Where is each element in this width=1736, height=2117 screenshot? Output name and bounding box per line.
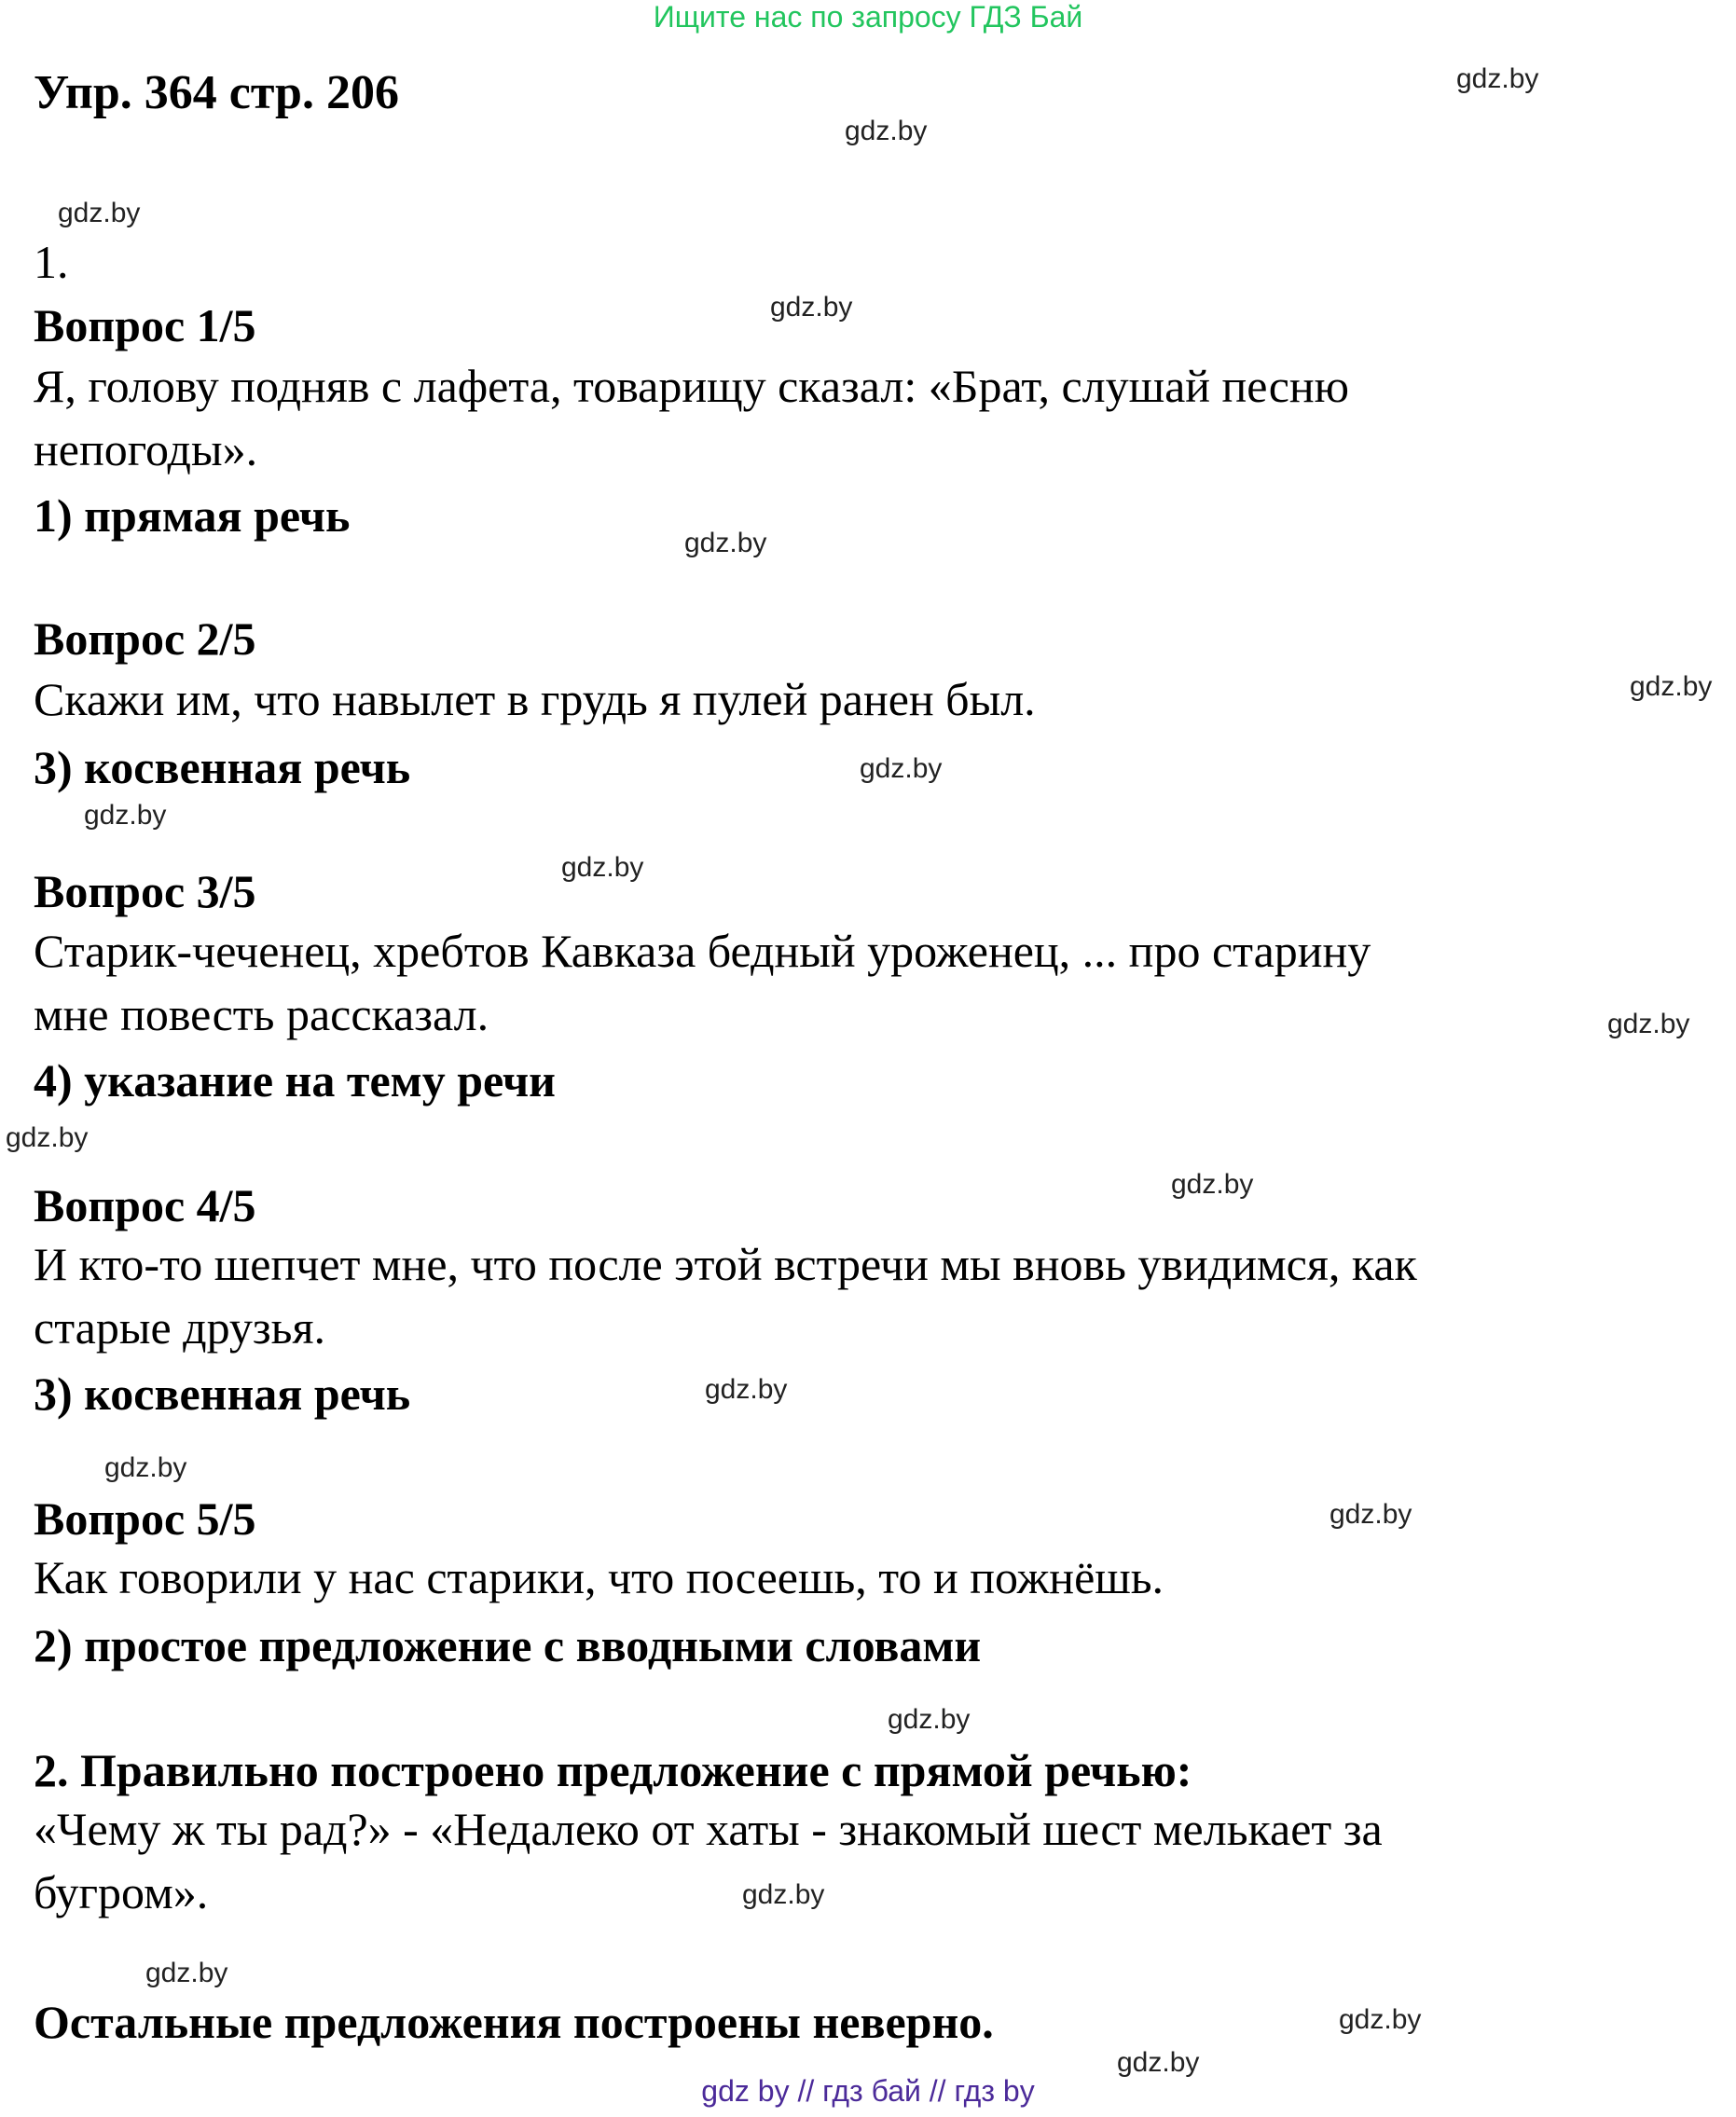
question-title: Вопрос 5/5 [34, 1492, 256, 1545]
question-title: Вопрос 4/5 [34, 1179, 256, 1231]
watermark: gdz.by [104, 1452, 187, 1483]
question-text: мне повесть рассказал. [34, 988, 489, 1040]
footer-links[interactable]: gdz by // гдз бай // гдз by [701, 2074, 1035, 2108]
question-text: старые друзья. [34, 1301, 325, 1354]
watermark: gdz.by [1330, 1499, 1412, 1530]
watermark: gdz.by [1630, 671, 1713, 702]
part2-conclusion: Остальные предложения построены неверно. [34, 1996, 994, 2048]
watermark: gdz.by [6, 1122, 89, 1153]
question-text: Я, голову подняв с лафета, товарищу сказал: «Брат, слушай песню [34, 360, 1350, 412]
watermark: gdz.by [860, 753, 943, 784]
question-text: Как говорили у нас старики, что посеешь, то и пожнёшь. [34, 1551, 1164, 1603]
watermark: gdz.by [145, 1958, 228, 1988]
watermark: gdz.by [888, 1704, 971, 1735]
watermark: gdz.by [770, 292, 853, 323]
watermark: gdz.by [1339, 2004, 1422, 2035]
question-answer: 3) косвенная речь [34, 1368, 411, 1420]
watermark: gdz.by [684, 528, 767, 558]
watermark: gdz.by [705, 1374, 788, 1405]
watermark: gdz.by [1171, 1169, 1254, 1200]
watermark: gdz.by [561, 852, 644, 883]
watermark: gdz.by [845, 116, 928, 146]
question-title: Вопрос 1/5 [34, 299, 256, 351]
part2-text: «Чему ж ты рад?» - «Недалеко от хаты - знакомый шест мелькает за [34, 1803, 1383, 1855]
watermark: gdz.by [1456, 63, 1539, 94]
question-answer: 3) косвенная речь [34, 741, 411, 793]
question-answer: 1) прямая речь [34, 489, 351, 542]
watermark: gdz.by [742, 1879, 825, 1910]
watermark: gdz.by [58, 198, 141, 228]
question-title: Вопрос 3/5 [34, 865, 256, 917]
part2-heading: 2. Правильно построено предложение с прямой речью: [34, 1744, 1192, 1796]
question-text: непогоды». [34, 423, 258, 475]
question-text: Скажи им, что навылет в грудь я пулей ранен был. [34, 673, 1036, 725]
part2-text: бугром». [34, 1866, 209, 1918]
watermark: gdz.by [84, 800, 167, 831]
question-text: Старик-чеченец, хребтов Кавказа бедный уроженец, ... про старину [34, 925, 1371, 977]
watermark: gdz.by [1117, 2047, 1200, 2078]
question-text: И кто-то шепчет мне, что после этой встречи мы вновь увидимся, как [34, 1238, 1417, 1290]
question-answer: 4) указание на тему речи [34, 1054, 556, 1107]
search-hint-link[interactable]: Ищите нас по запросу ГДЗ Бай [653, 0, 1083, 34]
part-number: 1. [34, 236, 69, 288]
question-title: Вопрос 2/5 [34, 612, 256, 665]
watermark: gdz.by [1607, 1009, 1690, 1039]
question-answer: 2) простое предложение с вводными словами [34, 1619, 982, 1671]
page-title: Упр. 364 стр. 206 [34, 66, 399, 119]
